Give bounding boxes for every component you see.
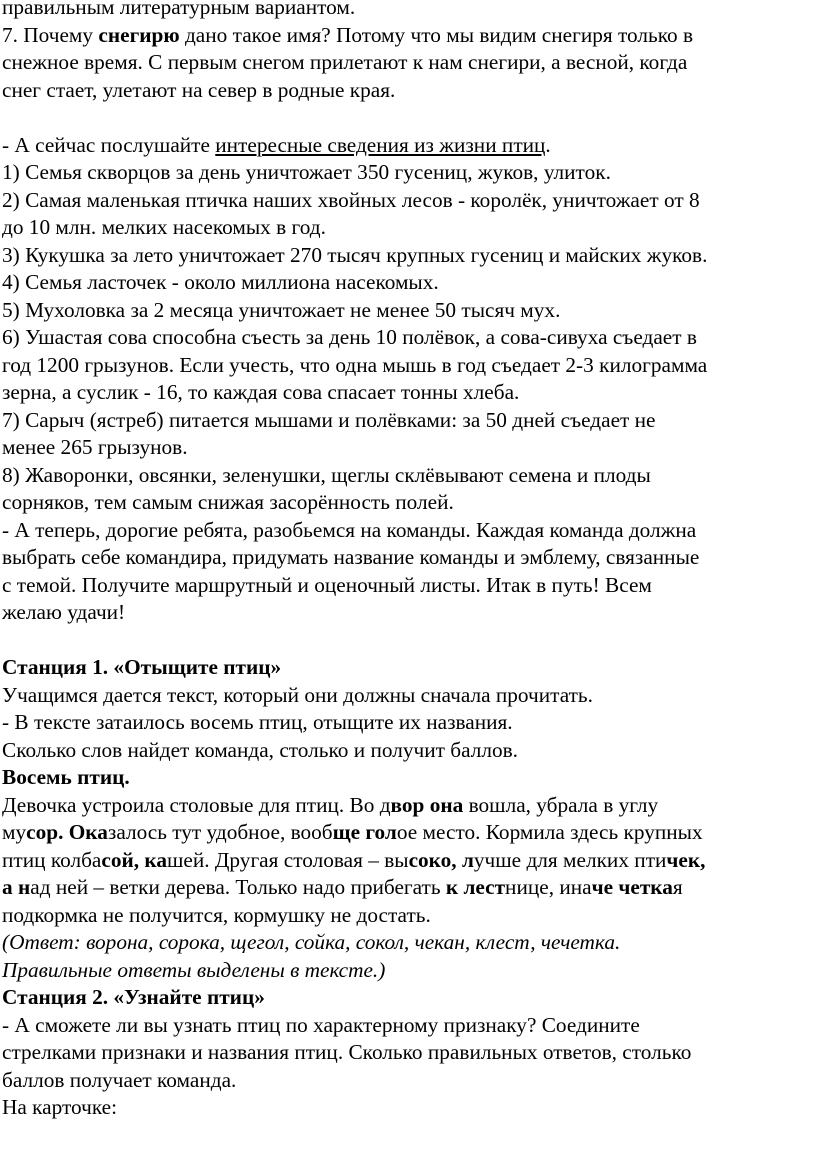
station-1-heading: Станция 1. «Отыщите птиц» bbox=[2, 655, 282, 679]
text-line: до 10 млн. мелких насекомых в год. bbox=[2, 215, 326, 239]
list-item: 5) Мухоловка за 2 месяца уничтожает не менее 50 тысяч мух. bbox=[2, 297, 561, 322]
hidden-bird: чек, bbox=[666, 847, 706, 872]
hidden-bird: к лест bbox=[445, 875, 506, 899]
station-2-heading: Станция 2. «Узнайте птиц» bbox=[2, 985, 265, 1009]
blank-line bbox=[2, 104, 816, 132]
text-line: - В тексте затаилось восемь птиц, отыщите их названия. bbox=[2, 710, 513, 734]
text-line: мусор. Оказалось тут удобное, вообще голое место. Кормила здесь крупных bbox=[2, 820, 703, 844]
text-line: птиц колбасой, кашей. Другая столовая – высоко, лучше для мелких птичек, bbox=[2, 847, 706, 872]
text-line: стрелками признаки и названия птиц. Сколько правильных ответов, столько bbox=[2, 1040, 692, 1064]
list-item: 6) Ушастая сова способна съесть за день 10 полёвок, а сова-сивуха съедает в bbox=[2, 325, 697, 349]
bold-word: снегирю bbox=[98, 22, 180, 47]
text-line: выбрать себе командира, придумать название команды и эмблему, связанные bbox=[2, 545, 700, 569]
text-line: снежное время. С первым снегом прилетают к нам снегири, а весной, когда bbox=[2, 50, 688, 74]
text-line: сорняков, тем самым снижая засорённость полей. bbox=[2, 490, 454, 514]
list-item: 3) Кукушка за лето уничтожает 270 тысяч крупных гусениц и майских жуков. bbox=[2, 242, 708, 267]
text-line: желаю удачи! bbox=[2, 600, 126, 624]
text-line: Учащимся дается текст, который они должны сначала прочитать. bbox=[2, 682, 593, 707]
hidden-bird: ще гол bbox=[332, 820, 397, 844]
hidden-bird: че четка bbox=[591, 875, 673, 899]
text-line: На карточке: bbox=[2, 1095, 118, 1119]
text-line: подкормка не получится, кормушку не достать. bbox=[2, 902, 431, 927]
answer-line: (Ответ: ворона, сорока, щегол, сойка, сокол, чекан, клест, чечетка. bbox=[2, 930, 621, 954]
blank-line bbox=[2, 627, 816, 655]
hidden-bird: сой, ка bbox=[101, 847, 167, 872]
text-line: 7. Почему снегирю дано такое имя? Потому что мы видим снегиря только в bbox=[2, 22, 694, 47]
text-line: - А сейчас послушайте интересные сведения из жизни птиц. bbox=[2, 132, 551, 157]
hidden-bird: а н bbox=[2, 875, 31, 899]
text-line: год 1200 грызунов. Если учесть, что одна мышь в год съедает 2-3 килограмма bbox=[2, 352, 708, 377]
text-line: правильным литературным вариантом. bbox=[2, 0, 356, 19]
list-item: 7) Сарыч (ястреб) питается мышами и полёвками: за 50 дней съедает не bbox=[2, 407, 656, 432]
text-line: с темой. Получите маршрутный и оценочный листы. Итак в путь! Всем bbox=[2, 572, 652, 597]
list-item: 8) Жаворонки, овсянки, зеленушки, щеглы склёвывают семена и плоды bbox=[2, 462, 651, 487]
text-line: а над ней – ветки дерева. Только надо прибегать к лестнице, иначе четкая bbox=[2, 875, 683, 899]
list-item: 2) Самая маленькая птичка наших хвойных лесов - королёк, уничтожает от 8 bbox=[2, 187, 700, 212]
text-line: снег стает, улетают на север в родные края. bbox=[2, 77, 396, 102]
hidden-bird: сор. Ока bbox=[26, 820, 108, 844]
text-line: Сколько слов найдет команда, столько и получит баллов. bbox=[2, 737, 519, 762]
text-line: - А теперь, дорогие ребята, разобьемся на команды. Каждая команда должна bbox=[2, 517, 697, 542]
hidden-bird: соко, л bbox=[408, 847, 474, 872]
text-line: баллов получает команда. bbox=[2, 1067, 237, 1092]
text-line: зерна, а суслик - 16, то каждая сова спасает тонны хлеба. bbox=[2, 380, 520, 404]
list-item: 1) Семья скворцов за день уничтожает 350 гусениц, жуков, улиток. bbox=[2, 160, 611, 184]
underlined-phrase: интересные сведения из жизни птиц bbox=[215, 132, 546, 157]
subheading: Восемь птиц. bbox=[2, 765, 130, 789]
text-line: Девочка устроила столовые для птиц. Во двор она вошла, убрала в углу bbox=[2, 792, 659, 817]
list-item: 4) Семья ласточек - около миллиона насекомых. bbox=[2, 270, 439, 294]
answer-line: Правильные ответы выделены в тексте.) bbox=[2, 957, 386, 982]
text-line: - А сможете ли вы узнать птиц по характерному признаку? Соедините bbox=[2, 1012, 640, 1037]
text-line: менее 265 грызунов. bbox=[2, 435, 188, 459]
hidden-bird: вор она bbox=[390, 792, 464, 817]
